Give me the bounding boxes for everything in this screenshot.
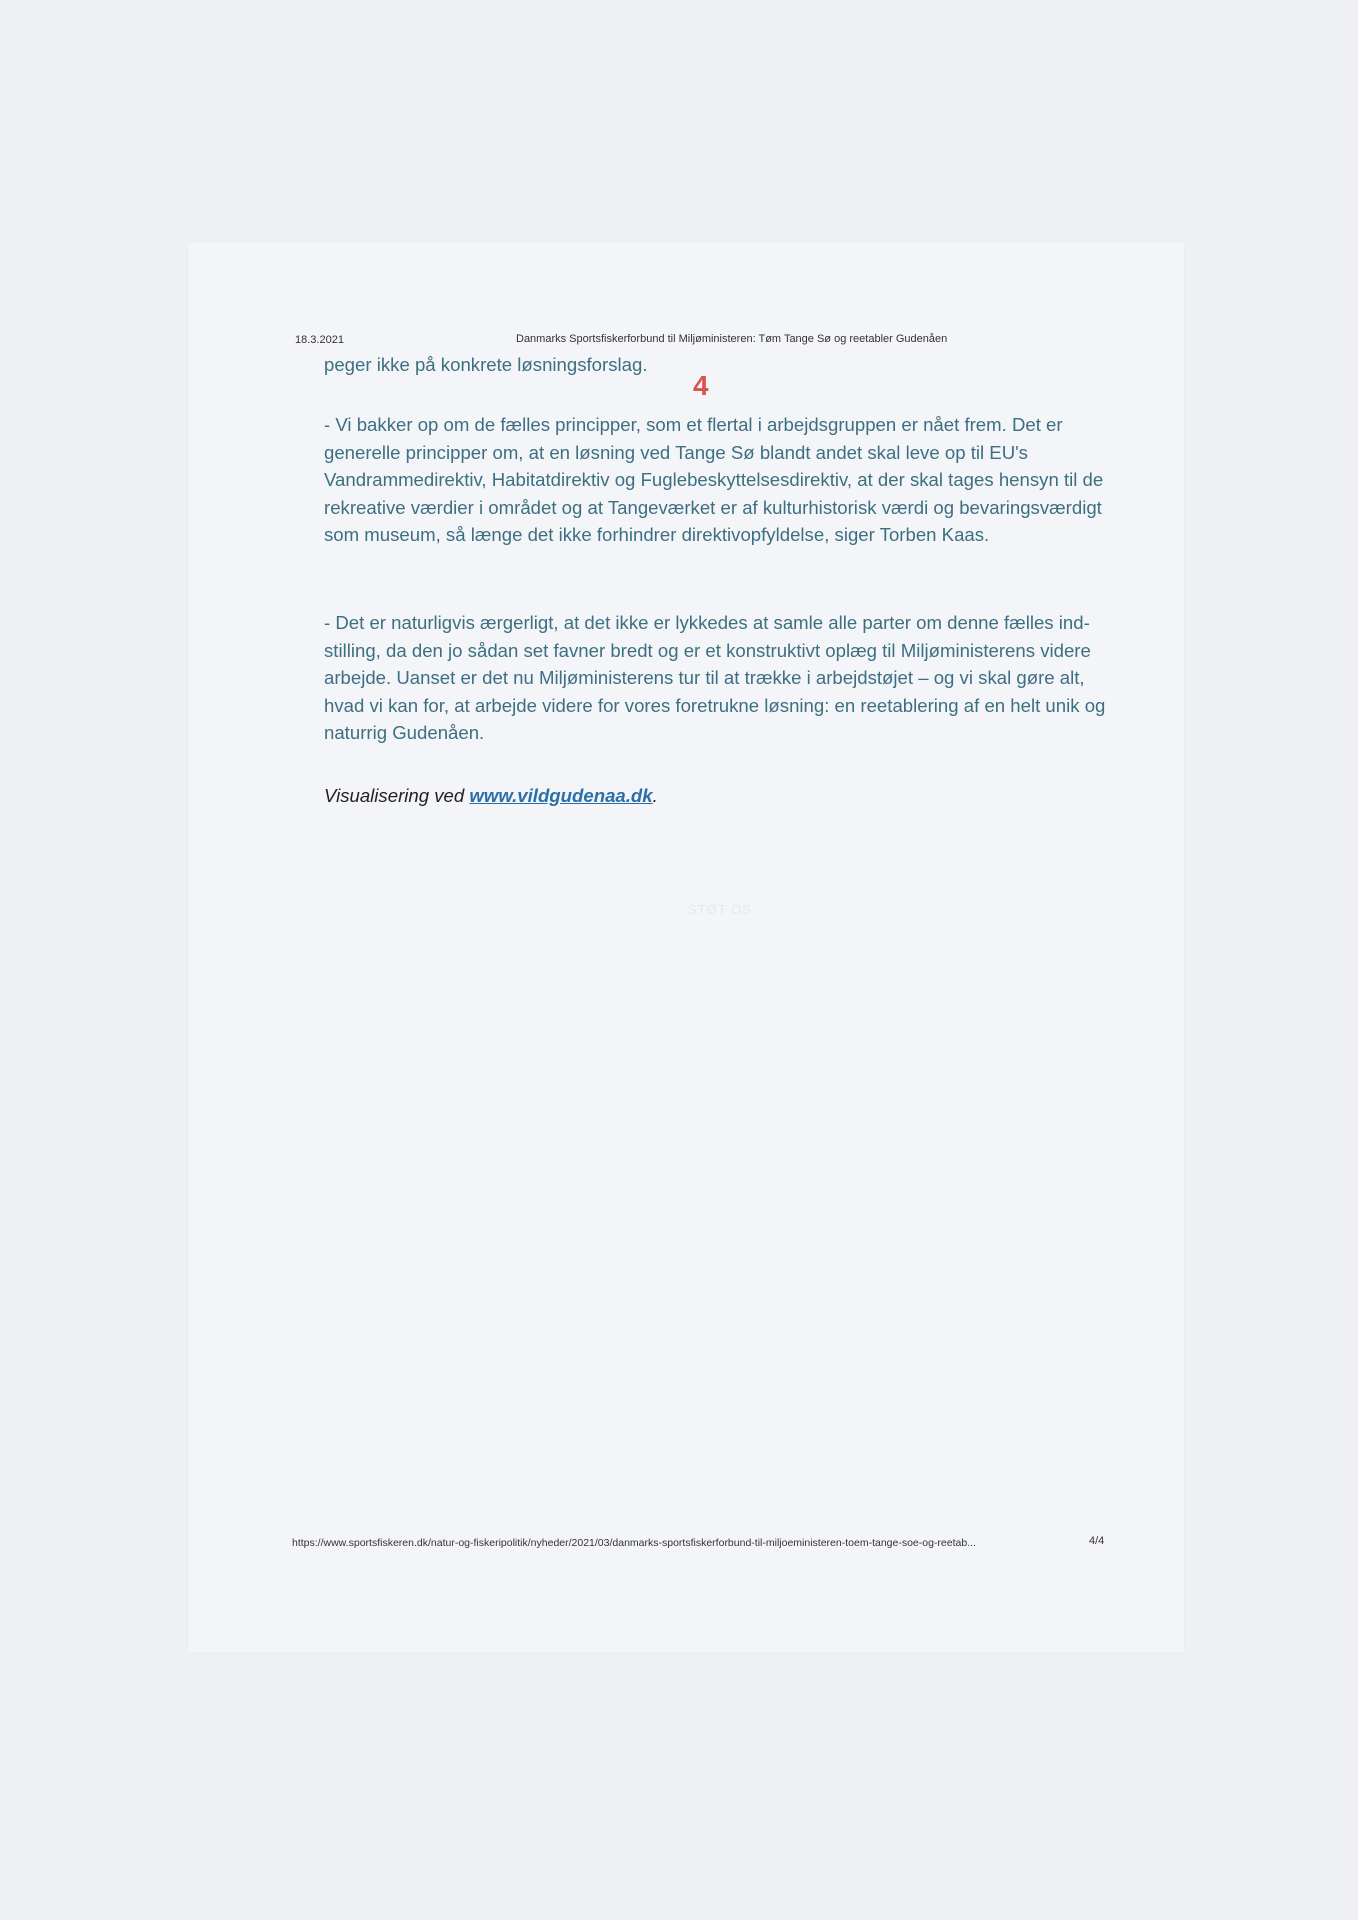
paragraph-quote-regret: - Det er naturligvis ærgerligt, at det ikke er lykkedes at samle alle parter om denne fælles ind-stilling, da den jo sådan set favner bredt og er et konstruktivt oplæg til Miljøministerens videre arbejde. Uanset er det nu Miljøministerens tur til at trække i arbejdstøjet – og vi skal gøre alt, hvad vi kan for, at arbejde videre for vores foretrukne løsning: en reetablering af en helt unik og naturrig Gudenåen.: [324, 612, 1106, 743]
paragraph-quote-principles: - Vi bakker op om de fælles principper, som et flertal i arbejdsgruppen er nået frem. Det er generelle principper om, at en løsning ved Tange Sø blandt andet skal leve op til EU's Vandrammedirektiv, Habitatdirektiv og Fuglebeskyttelsesdirektiv, at der skal tages hensyn til de rekreative værdier i området og at Tangeværket er af kulturhistorisk værdi og bevaringsværdigt som museum, så længe det ikke forhindrer direktivopfyldelse, siger Torben Kaas.: [324, 414, 1104, 545]
header-date: 18.3.2021: [295, 334, 344, 346]
visualisering-prefix: Visualisering ved: [324, 785, 470, 806]
vildgudenaa-link[interactable]: www.vildgudenaa.dk: [469, 785, 653, 806]
handwritten-page-number: 4: [693, 370, 709, 401]
visualisering-suffix: .: [652, 785, 658, 806]
footer-url: https://www.sportsfiskeren.dk/natur-og-fiskeripolitik/nyheder/2021/03/danmarks-sportsfiskerforbund-til-miljoeministeren-toem-tange-soe-og-reetab...: [292, 1537, 976, 1549]
paragraph-continuation: peger ikke på konkrete løsningsforslag.: [324, 354, 648, 375]
footer-page-number: 4/4: [1089, 1535, 1105, 1547]
header-title: Danmarks Sportsfiskerforbund til Miljøministeren: Tøm Tange Sø og reetabler Gudenåen: [516, 333, 948, 345]
faint-support-text: STØT OS: [688, 902, 752, 917]
visualisering-line: [324, 782, 1114, 810]
